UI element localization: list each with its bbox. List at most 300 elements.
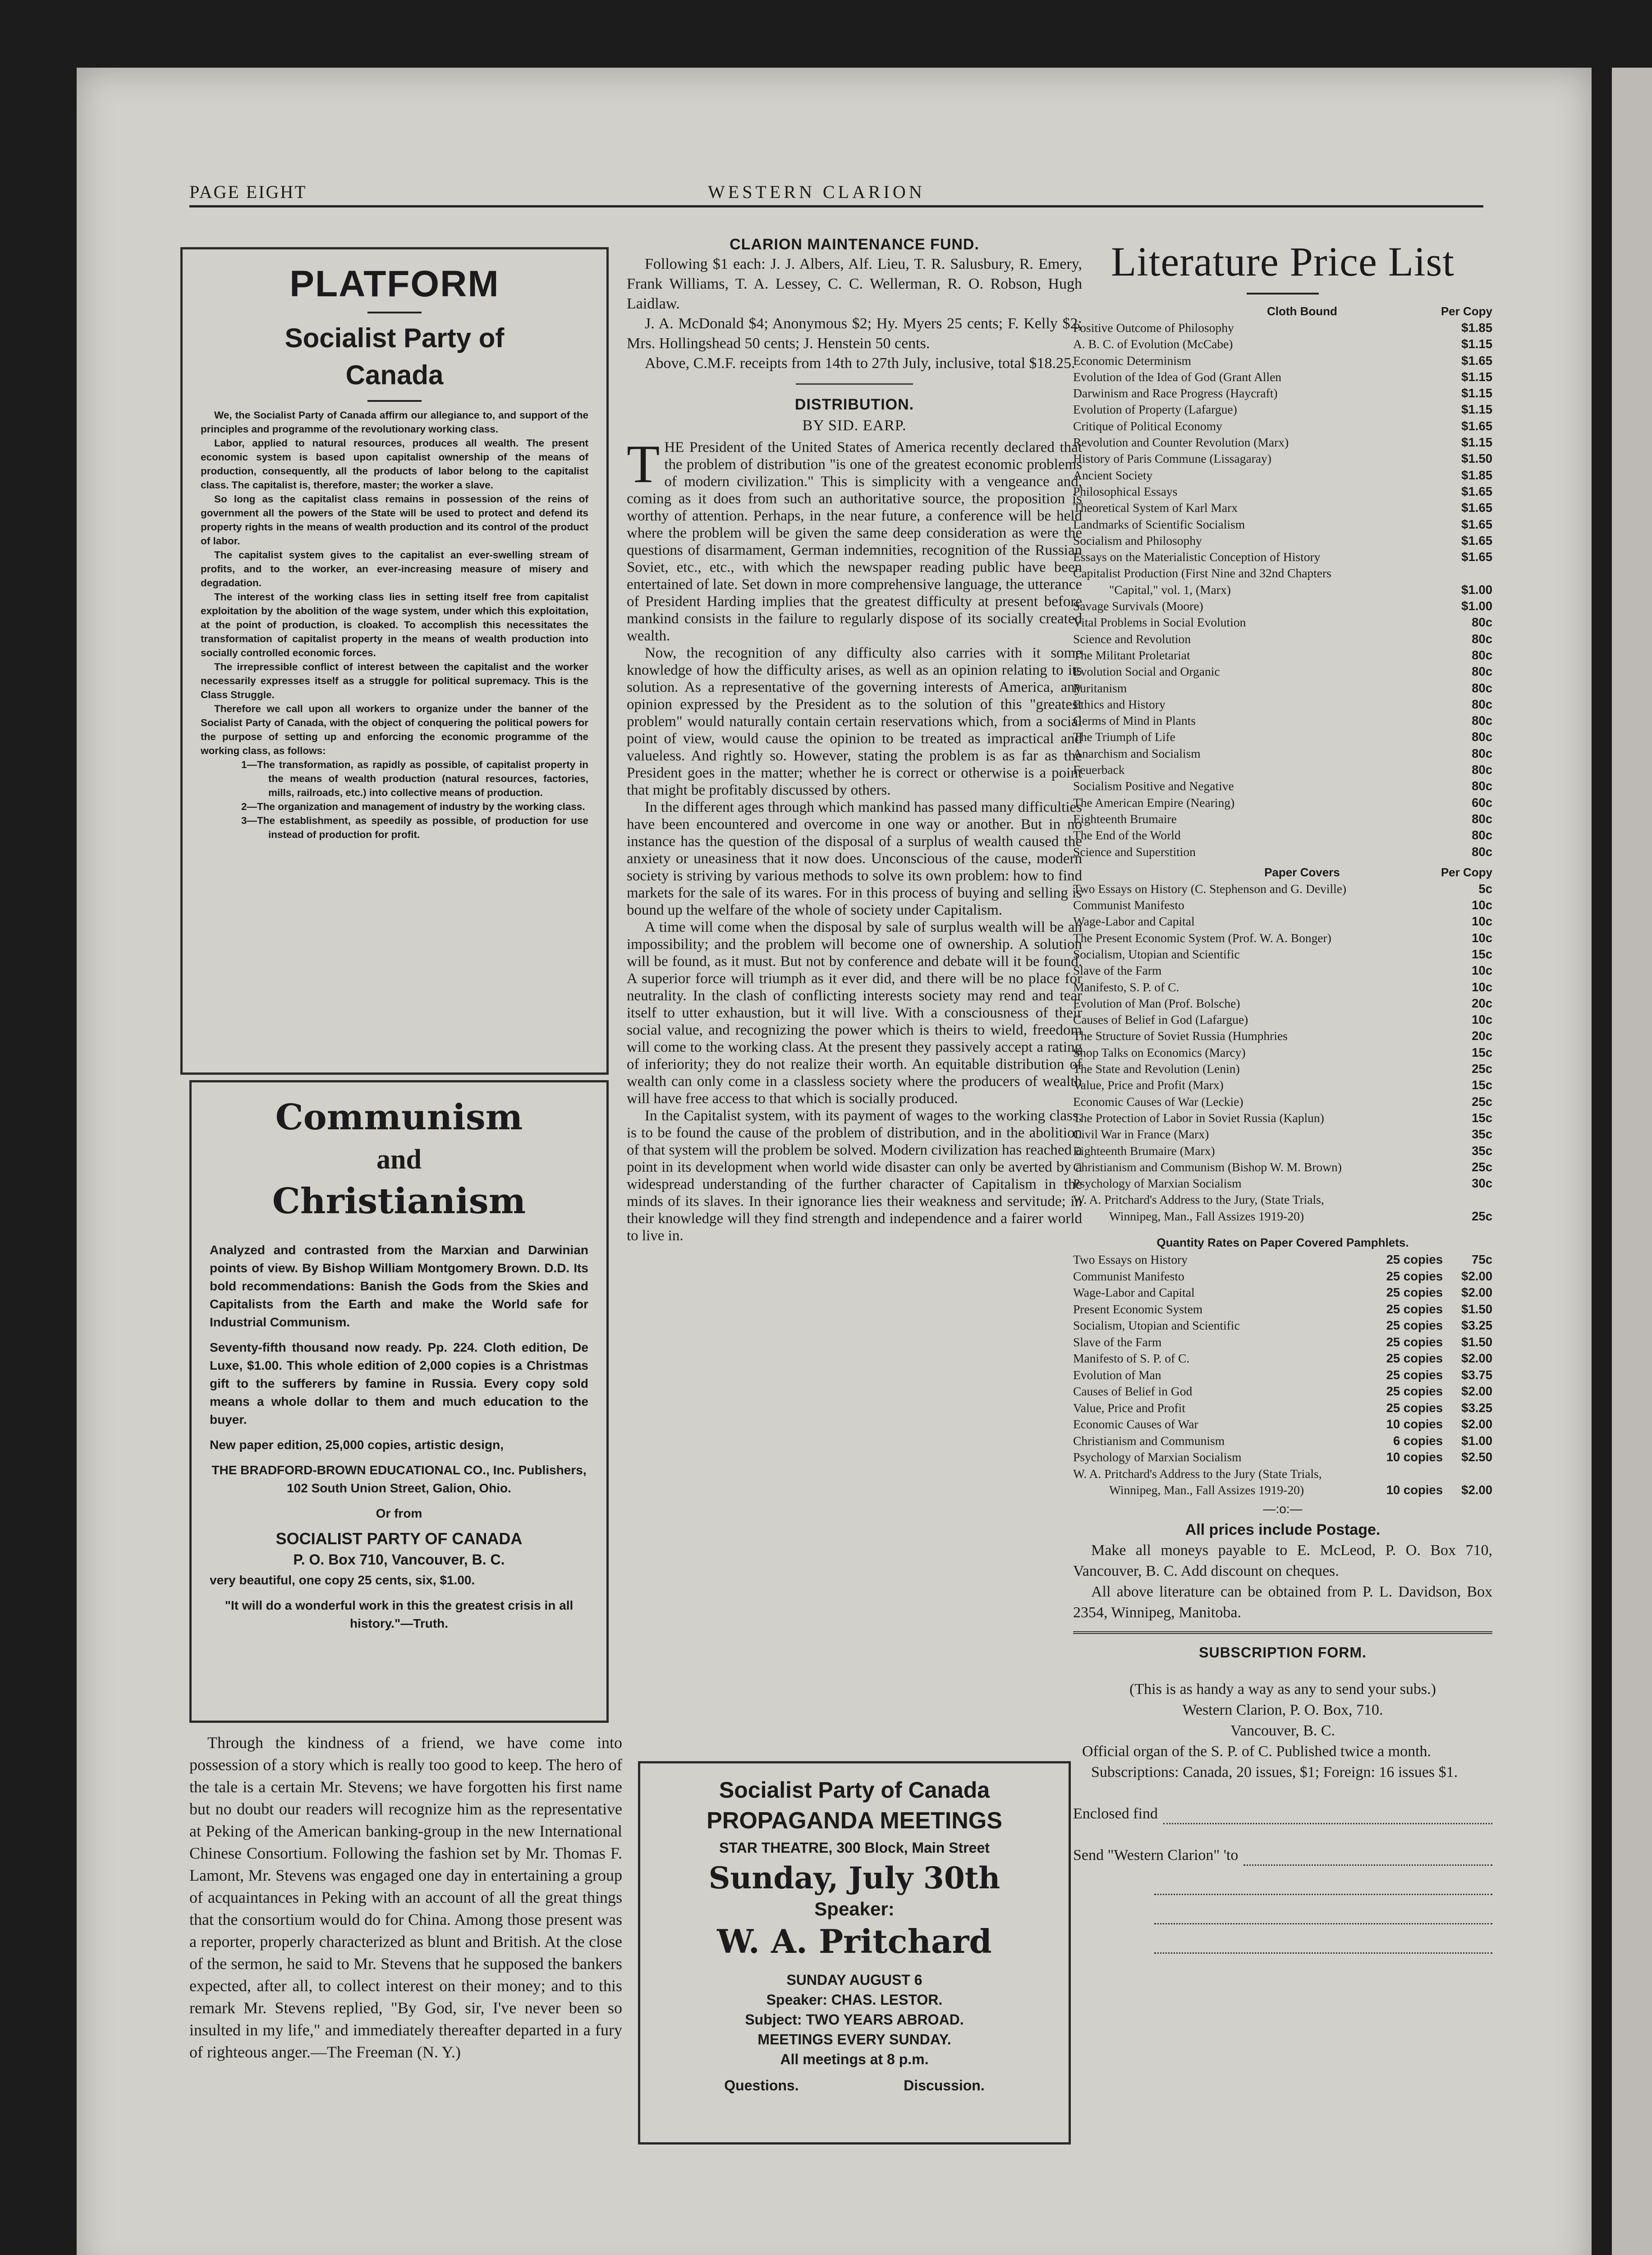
price-row — [1073, 401, 1492, 418]
copies: 25 copies — [1386, 1367, 1443, 1382]
price-row — [1073, 500, 1492, 516]
sub-line: (This is as handy a way as any to send your subs.) — [1129, 1680, 1436, 1698]
price: 5c — [1478, 881, 1492, 896]
price-row — [1073, 1143, 1492, 1159]
title: Value, Price and Profit — [1073, 1400, 1185, 1415]
literature-notes — [1073, 1499, 1492, 1623]
title: W. A. Pritchard's Address to the Jury, (State Trials, — [1073, 1192, 1324, 1207]
price: 80c — [1472, 746, 1492, 760]
price: 80c — [1472, 844, 1492, 859]
title: Vital Problems in Social Evolution — [1073, 615, 1246, 630]
price: 15c — [1472, 1110, 1492, 1125]
title: Landmarks of Scientific Socialism — [1073, 517, 1245, 531]
title: "Capital," vol. 1, (Marx) — [1109, 582, 1231, 597]
price: 35c — [1472, 1127, 1492, 1141]
copies: 25 copies — [1386, 1351, 1443, 1366]
price: 80c — [1472, 697, 1492, 711]
price: $1.65 — [1461, 533, 1492, 548]
price: $1.65 — [1461, 353, 1492, 368]
price-row — [1073, 1045, 1492, 1061]
price-row — [1073, 1159, 1492, 1175]
rate: $2.00 — [1461, 1417, 1492, 1431]
title-rule — [367, 312, 422, 313]
title: Ancient Society — [1073, 468, 1153, 482]
sub-line: Subscriptions: Canada, 20 issues, $1; Foreign: 16 issues $1. — [1091, 1763, 1458, 1781]
meet-next-speaker: Speaker: CHAS. LESTOR. — [766, 1992, 943, 2008]
separator: —:o:— — [1263, 1501, 1303, 1516]
fund-title: CLARION MAINTENANCE FUND. — [730, 236, 979, 253]
title: Science and Superstition — [1073, 844, 1196, 859]
ad-quote: "It will do a wonderful work in this the greatest crisis in all history."—Truth. — [225, 1598, 574, 1630]
price: 15c — [1472, 1045, 1492, 1059]
title: Positive Outcome of Philosophy — [1073, 321, 1234, 335]
price-row — [1073, 565, 1492, 581]
quantity-row — [1073, 1350, 1492, 1367]
price: 25c — [1472, 1094, 1492, 1109]
rate: $2.00 — [1461, 1351, 1492, 1366]
price-row — [1073, 533, 1492, 549]
price-row — [1073, 467, 1492, 483]
price: $1.65 — [1461, 501, 1492, 515]
rate: $3.25 — [1461, 1400, 1492, 1415]
fund-paragraph: Following $1 each: J. J. Albers, Alf. Lieu, T. R. Salusbury, R. Emery, Frank Williams, T. A. Lessey, C. C. Wellerman, R. O. Robson, Hugh Laidlaw. — [627, 256, 1082, 312]
copies: 10 copies — [1386, 1450, 1443, 1464]
fund-paragraph: Above, C.M.F. receipts from 14th to 27th July, inclusive, total $18.25. — [645, 355, 1075, 372]
meet-discussion: Discussion. — [904, 2077, 985, 2094]
price: 35c — [1472, 1143, 1492, 1158]
price-row — [1073, 1192, 1492, 1208]
meet-org: Socialist Party of Canada — [719, 1777, 990, 1803]
platform-item: 1—The transformation, as rapidly as possible, of capitalist property in the means of wealth production (natural resources, factories, mills, railroads, etc.) into collective means of production. — [241, 759, 588, 798]
price: 10c — [1472, 914, 1492, 929]
meet-questions: Questions. — [724, 2077, 799, 2094]
meet-speaker-label: Speaker: — [814, 1898, 895, 1919]
maintenance-fund — [627, 235, 1082, 373]
price-row — [1073, 713, 1492, 729]
price: 10c — [1472, 930, 1492, 945]
price-row — [1073, 1012, 1492, 1028]
fund-paragraph: J. A. McDonald $4; Anonymous $2; Hy. Myers 25 cents; F. Kelly $2; Mrs. Hollingshead 50 cents; J. Henstein 50 cents. — [627, 315, 1082, 352]
section-divider — [1073, 1631, 1492, 1634]
copies: 25 copies — [1386, 1335, 1443, 1349]
price-row — [1073, 762, 1492, 778]
price-row — [1073, 418, 1492, 434]
title: Christianism and Communism (Bishop W. M. Brown) — [1073, 1160, 1342, 1174]
price: 25c — [1472, 1209, 1492, 1223]
quantity-row — [1073, 1482, 1492, 1499]
price-row — [1073, 1028, 1492, 1044]
price: $1.85 — [1461, 321, 1492, 335]
story-column — [189, 1732, 622, 2063]
page-number: PAGE EIGHT — [189, 182, 307, 202]
ad-price: very beautiful, one copy 25 cents, six, $1.00. — [210, 1573, 475, 1587]
article-paragraph: Now, the recognition of any difficulty also carries with it some knowledge of how the difficulty arises, as well as an opinion relating to its solution. As a representative of the governing interests of America, any opinion expressed by the President as to the solution of this "greatest problem" would naturally contain certain reservations which, from a social point of view, would cause the opinion to be treated as impractical and valueless. And rightly so. However, stating the problem is as far as the President goes in the matter; whether he is correct or otherwise is a point that might be profitably discussed by others. — [627, 645, 1082, 798]
paper-head: Paper Covers — [1264, 865, 1340, 879]
title: Eighteenth Brumaire (Marx) — [1073, 1143, 1215, 1158]
title: Theoretical System of Karl Marx — [1073, 501, 1238, 515]
send-blank[interactable] — [1244, 1849, 1492, 1866]
cloth-header — [1073, 303, 1492, 320]
price-row — [1073, 881, 1492, 897]
quantity-row — [1073, 1400, 1492, 1417]
title: Evolution of Man (Prof. Bolsche) — [1073, 996, 1240, 1010]
copies: 10 copies — [1386, 1483, 1443, 1497]
price-row — [1073, 582, 1492, 598]
subscription-title: SUBSCRIPTION FORM. — [1199, 1644, 1367, 1661]
ad-title: Communism — [275, 1097, 523, 1138]
title: Winnipeg, Man., Fall Assizes 1919-20) — [1109, 1209, 1304, 1223]
price: 10c — [1472, 980, 1492, 994]
price-row — [1073, 320, 1492, 336]
or-from: Or from — [376, 1506, 422, 1520]
price: 15c — [1472, 1078, 1492, 1092]
quantity-row — [1073, 1317, 1492, 1334]
price-row — [1073, 844, 1492, 860]
price-row — [1073, 729, 1492, 745]
subscription-form — [1073, 1642, 1492, 1954]
title: Socialism, Utopian and Scientific — [1073, 947, 1240, 961]
price-row — [1073, 1094, 1492, 1110]
title: Two Essays on History — [1073, 1252, 1188, 1267]
price: 20c — [1472, 1029, 1492, 1043]
price: 80c — [1472, 811, 1492, 826]
title: Anarchism and Socialism — [1073, 746, 1201, 760]
rate: $2.00 — [1461, 1483, 1492, 1497]
article-title: DISTRIBUTION. — [794, 396, 914, 413]
price-row — [1073, 930, 1492, 946]
rate: 75c — [1472, 1252, 1492, 1267]
price-row — [1073, 962, 1492, 979]
price-row — [1073, 680, 1492, 696]
meet-next-date: SUNDAY AUGUST 6 — [786, 1972, 922, 1988]
price: 80c — [1472, 681, 1492, 695]
platform-paragraph: The irrepressible conflict of interest between the capitalist and the worker necessarily expresses itself as a struggle for political supremacy. This is the Class Struggle. — [201, 661, 588, 700]
title: Economic Determinism — [1073, 353, 1191, 368]
title: Causes of Belief in God — [1073, 1384, 1193, 1399]
title: Value, Price and Profit (Marx) — [1073, 1078, 1224, 1092]
send-to-field[interactable] — [1073, 1845, 1492, 1866]
copies: 25 copies — [1386, 1269, 1443, 1283]
middle-column — [627, 235, 1082, 1244]
ad-paragraph: Analyzed and contrasted from the Marxian and Darwinian points of view. By Bishop William Montgomery Brown. D.D. Its bold recommendations: Banish the Gods from the Skies and Capitalists from the Earth and make the World safe for Industrial Communism. — [210, 1243, 588, 1329]
paper-list — [1073, 881, 1492, 1224]
quantity-row — [1073, 1301, 1492, 1318]
quantity-row — [1073, 1383, 1492, 1400]
title: Christianism and Communism — [1073, 1433, 1225, 1448]
title: The Protection of Labor in Soviet Russia (Kaplun) — [1073, 1110, 1324, 1125]
title: Science and Revolution — [1073, 631, 1191, 646]
title: Socialism Positive and Negative — [1073, 779, 1234, 793]
price: $1.15 — [1461, 369, 1492, 384]
title: Evolution Social and Organic — [1073, 664, 1220, 679]
title: Socialism and Philosophy — [1073, 533, 1202, 548]
title: Savage Survivals (Moore) — [1073, 599, 1203, 613]
price-row — [1073, 1208, 1492, 1224]
price-row — [1073, 778, 1492, 794]
platform-paragraph: Therefore we call upon all workers to organize under the banner of the Socialist Party of Canada, with the object of conquering the political powers for the purpose of setting up and enforcing the economic programme of the working class, as follows: — [201, 703, 588, 756]
platform-title: PLATFORM — [289, 263, 500, 304]
title: Slave of the Farm — [1073, 1335, 1162, 1349]
sub-line: Vancouver, B. C. — [1230, 1722, 1335, 1739]
price: $1.15 — [1461, 435, 1492, 450]
price: 25c — [1472, 1062, 1492, 1076]
price-row — [1073, 1126, 1492, 1142]
meet-venue: STAR THEATRE, 300 Block, Main Street — [719, 1840, 990, 1856]
price: $1.00 — [1461, 582, 1492, 597]
ad-title: Christianism — [272, 1181, 526, 1222]
rate: $1.00 — [1461, 1433, 1492, 1448]
title: Civil War in France (Marx) — [1073, 1127, 1209, 1141]
price: $1.50 — [1461, 451, 1492, 466]
spc-name: SOCIALIST PARTY OF CANADA — [275, 1529, 523, 1548]
payment-note: Make all moneys payable to E. McLeod, P. O. Box 710, Vancouver, B. C. Add discount on cheques. — [1073, 1542, 1492, 1579]
price-row — [1073, 1175, 1492, 1192]
title: Communist Manifesto — [1073, 898, 1184, 912]
article-paragraph: In the Capitalist system, with its payment of wages to the working class, is to be found the cause of the problem of distribution, and in the abolition of that system will the problem be solved. Modern civilization has reached a point in its development when world wide disaster can only be averted by a widespread understanding of the further character of Capitalism in the minds of its slaves. In their ignorance lies their weakness and servitude; in their knowledge will they find strength and independence and a fairer world to live in. — [627, 1108, 1082, 1244]
price: $1.85 — [1461, 468, 1492, 482]
platform-box — [180, 247, 609, 1075]
title: Essays on the Materialistic Conception of History — [1073, 550, 1321, 564]
title: Socialism, Utopian and Scientific — [1073, 1318, 1240, 1333]
drop-cap: T — [627, 434, 660, 494]
price: $1.15 — [1461, 386, 1492, 400]
title: Philosophical Essays — [1073, 484, 1178, 498]
spc-box: P. O. Box 710, Vancouver, B. C. — [293, 1551, 505, 1568]
postage-note: All prices include Postage. — [1185, 1521, 1381, 1538]
title: The State and Revolution (Lenin) — [1073, 1062, 1240, 1076]
article-paragraph: A time will come when the disposal by sale of surplus wealth will be an impossibility; and the problem will become one of ownership. A solution will be found, as it must. But not by conference and debate will it be found. A superior force will triumph as it ever did, and there will be no place for neutrality. In the clash of conflicting interests society may rend and tear itself to utter exhaustion, but it will live. With a consciousness of their social value, and recognizing the power which is theirs to wield, freedom will come to the working class. At the present they passively accept a rating of inferiority; they do not realize their worth. An equitable distribution of wealth can only come in a classless society where the producers of wealth will have free access to that which is socially produced. — [627, 919, 1082, 1107]
price: $1.65 — [1461, 517, 1492, 531]
price-row — [1073, 995, 1492, 1012]
address-line[interactable] — [1154, 1895, 1492, 1924]
price: 80c — [1472, 730, 1492, 744]
copies: 10 copies — [1386, 1417, 1443, 1431]
cloth-head: Cloth Bound — [1267, 304, 1337, 318]
title: W. A. Pritchard's Address to the Jury (State Trials, — [1073, 1466, 1322, 1481]
title: History of Paris Commune (Lissagaray) — [1073, 451, 1271, 466]
price-row — [1073, 516, 1492, 533]
distribution-article — [627, 395, 1082, 1244]
title: Psychology of Marxian Socialism — [1073, 1176, 1242, 1191]
title: The Structure of Soviet Russia (Humphries — [1073, 1029, 1288, 1043]
price: $1.15 — [1461, 402, 1492, 417]
title-rule — [367, 400, 422, 402]
quantity-head: Quantity Rates on Paper Covered Pamphlets. — [1156, 1236, 1409, 1250]
meet-date: Sunday, July 30th — [708, 1860, 1000, 1896]
title: Economic Causes of War — [1073, 1417, 1198, 1431]
title: The American Empire (Nearing) — [1073, 795, 1235, 810]
title: Capitalist Production (First Nine and 32nd Chapters — [1073, 566, 1331, 580]
title: The Triumph of Life — [1073, 730, 1175, 744]
paper-header — [1073, 864, 1492, 881]
quantity-row — [1073, 1252, 1492, 1268]
title: The Present Economic System (Prof. W. A. Bonger) — [1073, 930, 1331, 945]
title: Two Essays on History (C. Stephenson and G. Deville) — [1073, 881, 1347, 896]
price-row — [1073, 795, 1492, 811]
price-row — [1073, 549, 1492, 565]
literature-column — [1073, 237, 1492, 1954]
price-row — [1073, 385, 1492, 401]
price: 30c — [1472, 1176, 1492, 1191]
quantity-row — [1073, 1268, 1492, 1285]
price: 60c — [1472, 795, 1492, 810]
price-row — [1073, 598, 1492, 614]
price-row — [1073, 1110, 1492, 1126]
price: $1.65 — [1461, 419, 1492, 433]
title: Manifesto, S. P. of C. — [1073, 980, 1179, 994]
platform-paragraph: So long as the capitalist class remains in possession of the reins of government all the powers of the State will be used to protect and defend its property rights in the means of wealth production and its control of the product of labor. — [201, 493, 588, 547]
title: The Militant Proletariat — [1073, 648, 1190, 662]
price-row — [1073, 946, 1492, 962]
price: 10c — [1472, 963, 1492, 978]
meet-every-sunday: MEETINGS EVERY SUNDAY. — [757, 2031, 951, 2048]
price: 80c — [1472, 828, 1492, 842]
price-row — [1073, 746, 1492, 762]
price-row — [1073, 434, 1492, 451]
adjacent-page-edge — [1612, 68, 1652, 2255]
price-row — [1073, 897, 1492, 913]
copies: 25 copies — [1386, 1302, 1443, 1316]
price: $1.65 — [1461, 484, 1492, 498]
price: 25c — [1472, 1160, 1492, 1174]
price-row — [1073, 483, 1492, 500]
copies: 25 copies — [1386, 1318, 1443, 1333]
rate: $2.00 — [1461, 1384, 1492, 1399]
title: Revolution and Counter Revolution (Marx) — [1073, 435, 1289, 450]
rate: $3.75 — [1461, 1367, 1492, 1382]
enclosed-field[interactable] — [1073, 1804, 1492, 1824]
platform-paragraph: Labor, applied to natural resources, produces all wealth. The present economic system is based upon capitalist ownership of the means of production, consequently, all the products of labor belong to the capitalist class. The capitalist is, therefore, master; the worker a slave. — [201, 437, 588, 491]
ad-body — [192, 1241, 606, 1633]
quantity-row — [1073, 1449, 1492, 1466]
quantity-row — [1073, 1416, 1492, 1433]
price: 20c — [1472, 996, 1492, 1010]
title: Winnipeg, Man., Fall Assizes 1919-20) — [1109, 1483, 1304, 1497]
propaganda-meetings-ad — [638, 1761, 1071, 2145]
enclosed-label: Enclosed find — [1073, 1805, 1158, 1822]
title: Evolution of Property (Lafargue) — [1073, 402, 1237, 417]
address-line[interactable] — [1154, 1924, 1492, 1954]
title: Feuerback — [1073, 763, 1125, 777]
quantity-row — [1073, 1433, 1492, 1450]
price-row — [1073, 1077, 1492, 1093]
price-row — [1073, 369, 1492, 385]
title: Slave of the Farm — [1073, 963, 1162, 978]
price: 80c — [1472, 763, 1492, 777]
price-row — [1073, 979, 1492, 995]
price: $1.00 — [1461, 599, 1492, 613]
meet-heading: PROPAGANDA MEETINGS — [707, 1808, 1002, 1834]
rate — [1443, 1466, 1492, 1482]
article-byline: BY SID. EARP. — [802, 417, 907, 434]
section-rule — [796, 383, 913, 385]
cloth-list — [1073, 320, 1492, 860]
copies: 6 copies — [1393, 1433, 1443, 1448]
price-row — [1073, 1061, 1492, 1077]
per-copy-head: Per Copy — [1441, 865, 1492, 879]
platform-paragraph: The interest of the working class lies in setting itself free from capitalist exploitation by the abolition of the wage system, under which this exploitation, at the point of production, is cloaked. To accomplish this necessitates the transformation of capitalist property in the means of wealth production into socially controlled economic forces. — [201, 591, 588, 658]
price: 80c — [1472, 615, 1492, 630]
article-paragraph: HE President of the United States of America recently declared that the problem of distribution "is one of the greatest economic problems of modern civilization." This is simplicity with a vengeance and, coming as it does from such an authoritative source, the proposition is worthy of attention. Perhaps, in the near future, a conference will be held where the problem will be given the same deep consideration as were the questions of disarmament, German indemnities, recognition of the Russian Soviet, etc., etc., with which the newspaper reading public have been entertained of late. Set down in more comprehensive language, the utterance of President Harding implies that the greatest difficulty at present before mankind consists in the failure to regularly dispose of its socially created wealth. — [627, 439, 1082, 644]
quantity-list — [1073, 1252, 1492, 1499]
title: Evolution of Man — [1073, 1367, 1161, 1382]
price: 10c — [1472, 898, 1492, 912]
quantity-row — [1073, 1466, 1492, 1482]
price-row — [1073, 631, 1492, 647]
meet-footer — [640, 2077, 1069, 2094]
price-row — [1073, 614, 1492, 630]
copies: 25 copies — [1386, 1252, 1443, 1267]
ad-paragraph: New paper edition, 25,000 copies, artistic design, — [210, 1438, 504, 1452]
title: The End of the World — [1073, 828, 1181, 842]
price-row — [1073, 811, 1492, 827]
price-row — [1073, 696, 1492, 713]
sub-line: Official organ of the S. P. of C. Published twice a month. — [1082, 1743, 1432, 1760]
title: Darwinism and Race Progress (Haycraft) — [1073, 386, 1278, 400]
quantity-row — [1073, 1284, 1492, 1301]
title: Present Economic System — [1073, 1302, 1203, 1316]
title: Germs of Mind in Plants — [1073, 713, 1196, 728]
rate: $2.00 — [1461, 1269, 1492, 1283]
title: Eighteenth Brumaire — [1073, 811, 1177, 826]
title: Wage-Labor and Capital — [1073, 914, 1195, 929]
sub-line: Western Clarion, P. O. Box, 710. — [1182, 1701, 1383, 1718]
communism-christianism-ad — [189, 1080, 609, 1723]
article-paragraph: In the different ages through which mankind has passed many difficulties have been encountered and overcome in one way or another. But in no instance has the question of the disposal of a surplus of wealth caused the anxiety or uneasiness that it now does. Unconscious of the cause, modern society is striving by various methods to solve its own problem: how to find markets for the sale of its wares. For in this process of buying and selling is bound up the welfare of the whole of society under Capitalism. — [627, 799, 1082, 918]
rate: $1.50 — [1461, 1302, 1492, 1316]
paper-name: WESTERN CLARION — [708, 182, 925, 202]
meet-speaker: W. A. Pritchard — [717, 1922, 992, 1960]
literature-title: Literature Price List — [1111, 239, 1455, 285]
rate: $3.25 — [1461, 1318, 1492, 1333]
price: 10c — [1472, 1012, 1492, 1027]
platform-item: 2—The organization and management of industry by the working class. — [241, 801, 585, 812]
price: 80c — [1472, 631, 1492, 646]
price-row — [1073, 913, 1492, 930]
title: Critique of Political Economy — [1073, 419, 1222, 433]
title: Manifesto of S. P. of C. — [1073, 1351, 1190, 1366]
title: Economic Causes of War (Leckie) — [1073, 1094, 1244, 1109]
rate: $2.00 — [1461, 1285, 1492, 1300]
price: 80c — [1472, 713, 1492, 728]
price-row — [1073, 663, 1492, 680]
title: Communist Manifesto — [1073, 1269, 1184, 1283]
price-row — [1073, 827, 1492, 843]
enclosed-blank[interactable] — [1163, 1808, 1492, 1824]
platform-paragraph: We, the Socialist Party of Canada affirm our allegiance to, and support of the principles and programme of the revolutionary working class. — [201, 410, 588, 435]
price-row — [1073, 336, 1492, 352]
quantity-row — [1073, 1367, 1492, 1384]
copies: 25 copies — [1386, 1384, 1443, 1399]
rate: $2.50 — [1461, 1450, 1492, 1464]
price-row — [1073, 353, 1492, 369]
ad-title-and: and — [376, 1144, 422, 1175]
copies: 25 copies — [1386, 1285, 1443, 1300]
copies — [1339, 1466, 1443, 1482]
price: 80c — [1472, 779, 1492, 793]
title: Wage-Labor and Capital — [1073, 1285, 1195, 1300]
publisher: THE BRADFORD-BROWN EDUCATIONAL CO., Inc. Publishers, 102 South Union Street, Galion, Ohio. — [211, 1463, 587, 1495]
story-text: Through the kindness of a friend, we have come into possession of a story which is really too good to keep. The hero of the tale is a certain Mr. Stevens; we have forgotten his first name but no doubt our readers will recognize him as the representative at Peking of the American banking-group in the new International Chinese Consortium. Following the fashion set by Mr. Thomas F. Lamont, Mr. Stevens was engaged one day in entertaining a group of acquaintances in Peking with an account of all the great things that the consortium would do for China. Among those present was a reporter, properly characterized as blunt and British. At the close of the sermon, he said to Mr. Stevens that he supposed the bankers expected, after all, to collect interest on their money; and to this remark Mr. Stevens replied, "By God, sir, I've never been so insulted in my life," and immediately thereafter departed in a fury of righteous anger.—The Freeman (N. Y.) — [189, 1734, 622, 2061]
masthead — [189, 183, 1483, 207]
title: Psychology of Marxian Socialism — [1073, 1450, 1242, 1464]
platform-item: 3—The establishment, as speedily as possible, of production for use instead of production for profit. — [241, 815, 588, 840]
address-line[interactable] — [1154, 1866, 1492, 1895]
price: $1.15 — [1461, 337, 1492, 351]
title: Shop Talks on Economics (Marcy) — [1073, 1045, 1246, 1059]
ad-paragraph: Seventy-fifth thousand now ready. Pp. 224. Cloth edition, De Luxe, $1.00. This whole edition of 2,000 copies is a Christmas gift to the sufferers by famine in Russia. Every copy sold means a whole dollar to them and much education to the buyer. — [210, 1340, 588, 1427]
copies: 25 copies — [1386, 1400, 1443, 1415]
